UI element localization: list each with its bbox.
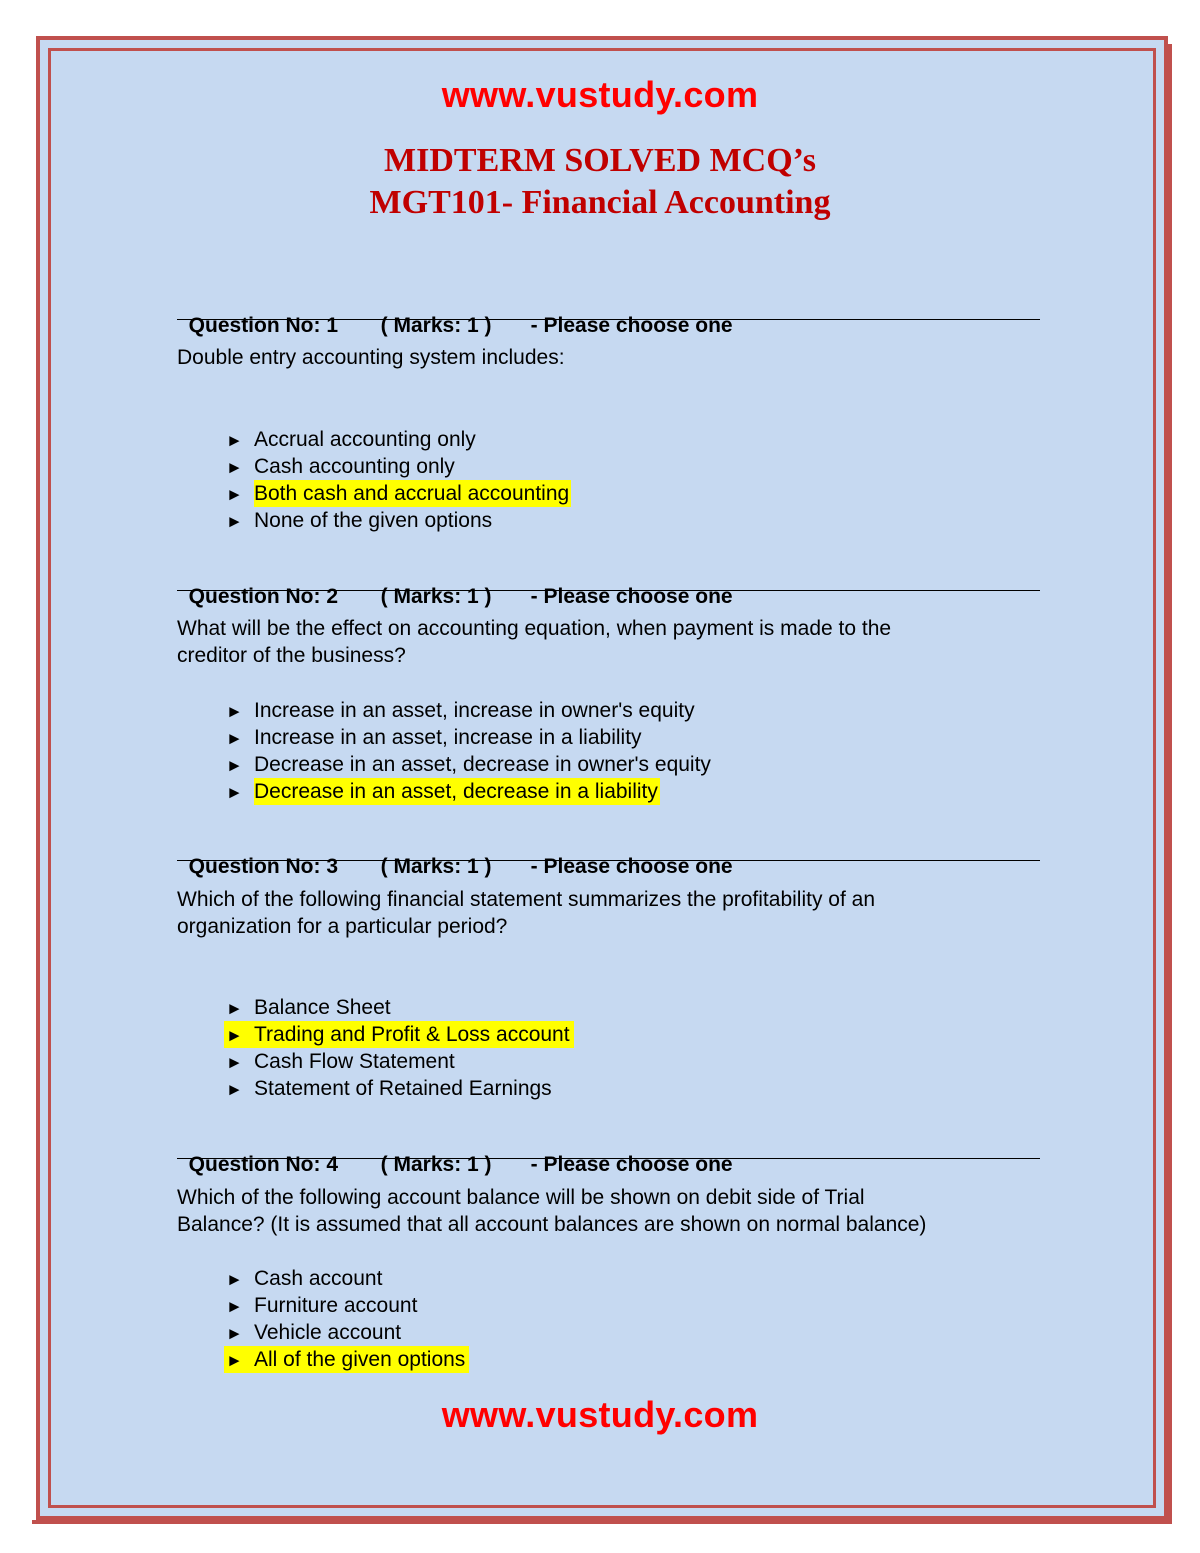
arrow-icon: ► — [226, 431, 243, 450]
question-marks: ( Marks: 1 ) — [380, 314, 492, 337]
option-label: None of the given options — [254, 509, 493, 532]
arrow-icon: ► — [226, 1297, 243, 1316]
option-label: Decrease in an asset, decrease in a liability — [254, 780, 658, 803]
course-title: MGT101- Financial Accounting — [369, 184, 831, 221]
option-label: All of the given options — [254, 1348, 466, 1371]
arrow-icon: ► — [226, 702, 243, 721]
option[interactable] — [224, 994, 574, 1021]
arrow-icon: ► — [226, 1080, 243, 1099]
document-title: MIDTERM SOLVED MCQ’s — [384, 142, 816, 179]
question-header — [177, 290, 1040, 337]
option[interactable] — [224, 1292, 469, 1319]
option[interactable] — [224, 1048, 574, 1075]
question-text: Double entry accounting system includes: — [177, 346, 565, 369]
arrow-icon: ► — [226, 1351, 243, 1370]
site-url-footer: www.vustudy.com — [441, 1394, 759, 1435]
option-label: Balance Sheet — [254, 996, 391, 1019]
question-number: Question No: 3 — [188, 855, 339, 878]
options-list — [224, 1265, 469, 1373]
option-correct[interactable] — [224, 1021, 574, 1048]
page-border-shadow-bottom — [32, 1520, 1172, 1524]
option[interactable] — [224, 1265, 469, 1292]
option-label: Decrease in an asset, decrease in owner's equity — [254, 753, 711, 776]
question-number: Question No: 2 — [188, 585, 339, 608]
question-instruction: - Please choose one — [530, 314, 733, 337]
arrow-icon: ► — [226, 783, 243, 802]
option-label: Cash account — [254, 1267, 383, 1290]
arrow-icon: ► — [226, 999, 243, 1018]
option[interactable] — [224, 453, 571, 480]
page-border-shadow-right — [1168, 44, 1172, 1524]
option[interactable] — [224, 1075, 574, 1102]
arrow-icon: ► — [226, 512, 243, 531]
option-label: Increase in an asset, increase in a liability — [254, 726, 642, 749]
arrow-icon: ► — [226, 1270, 243, 1289]
option[interactable] — [224, 724, 713, 751]
options-list — [224, 994, 574, 1102]
option-label: Furniture account — [254, 1294, 418, 1317]
question-header — [177, 1129, 1040, 1176]
question-marks: ( Marks: 1 ) — [380, 855, 492, 878]
option-label: Cash accounting only — [254, 455, 455, 478]
option[interactable] — [224, 426, 571, 453]
option[interactable] — [224, 1319, 469, 1346]
arrow-icon: ► — [226, 1026, 243, 1045]
site-url-header: www.vustudy.com — [441, 74, 759, 115]
question-number: Question No: 1 — [188, 314, 339, 337]
option-label: Statement of Retained Earnings — [254, 1077, 552, 1100]
question-marks: ( Marks: 1 ) — [380, 585, 492, 608]
question-instruction: - Please choose one — [530, 585, 733, 608]
option-label: Trading and Profit & Loss account — [254, 1023, 570, 1046]
option-label: Accrual accounting only — [254, 428, 476, 451]
options-list — [224, 697, 713, 805]
option[interactable] — [224, 751, 713, 778]
question-instruction: - Please choose one — [530, 1153, 733, 1176]
options-list — [224, 426, 571, 534]
option-label: Cash Flow Statement — [254, 1050, 455, 1073]
question-text: Which of the following account balance will be shown on debit side of Trial Balance? (It is assumed that all account balances are shown on normal balance) — [177, 1186, 927, 1236]
question-header — [177, 561, 1040, 608]
question-text: Which of the following financial statement summarizes the profitability of an organization for a particular period? — [177, 888, 875, 938]
arrow-icon: ► — [226, 1053, 243, 1072]
option-correct[interactable] — [224, 1346, 469, 1373]
option-correct[interactable] — [224, 480, 571, 507]
arrow-icon: ► — [226, 485, 243, 504]
option[interactable] — [224, 697, 713, 724]
option[interactable] — [224, 507, 571, 534]
question-number: Question No: 4 — [188, 1153, 339, 1176]
question-instruction: - Please choose one — [530, 855, 733, 878]
question-header — [177, 831, 1040, 878]
arrow-icon: ► — [226, 729, 243, 748]
option-label: Vehicle account — [254, 1321, 402, 1344]
option-correct[interactable] — [224, 778, 713, 805]
arrow-icon: ► — [226, 458, 243, 477]
question-marks: ( Marks: 1 ) — [380, 1153, 492, 1176]
arrow-icon: ► — [226, 1324, 243, 1343]
question-text: What will be the effect on accounting equation, when payment is made to the creditor of the business? — [177, 617, 892, 667]
arrow-icon: ► — [226, 756, 243, 775]
option-label: Increase in an asset, increase in owner's equity — [254, 699, 695, 722]
option-label: Both cash and accrual accounting — [254, 482, 570, 505]
